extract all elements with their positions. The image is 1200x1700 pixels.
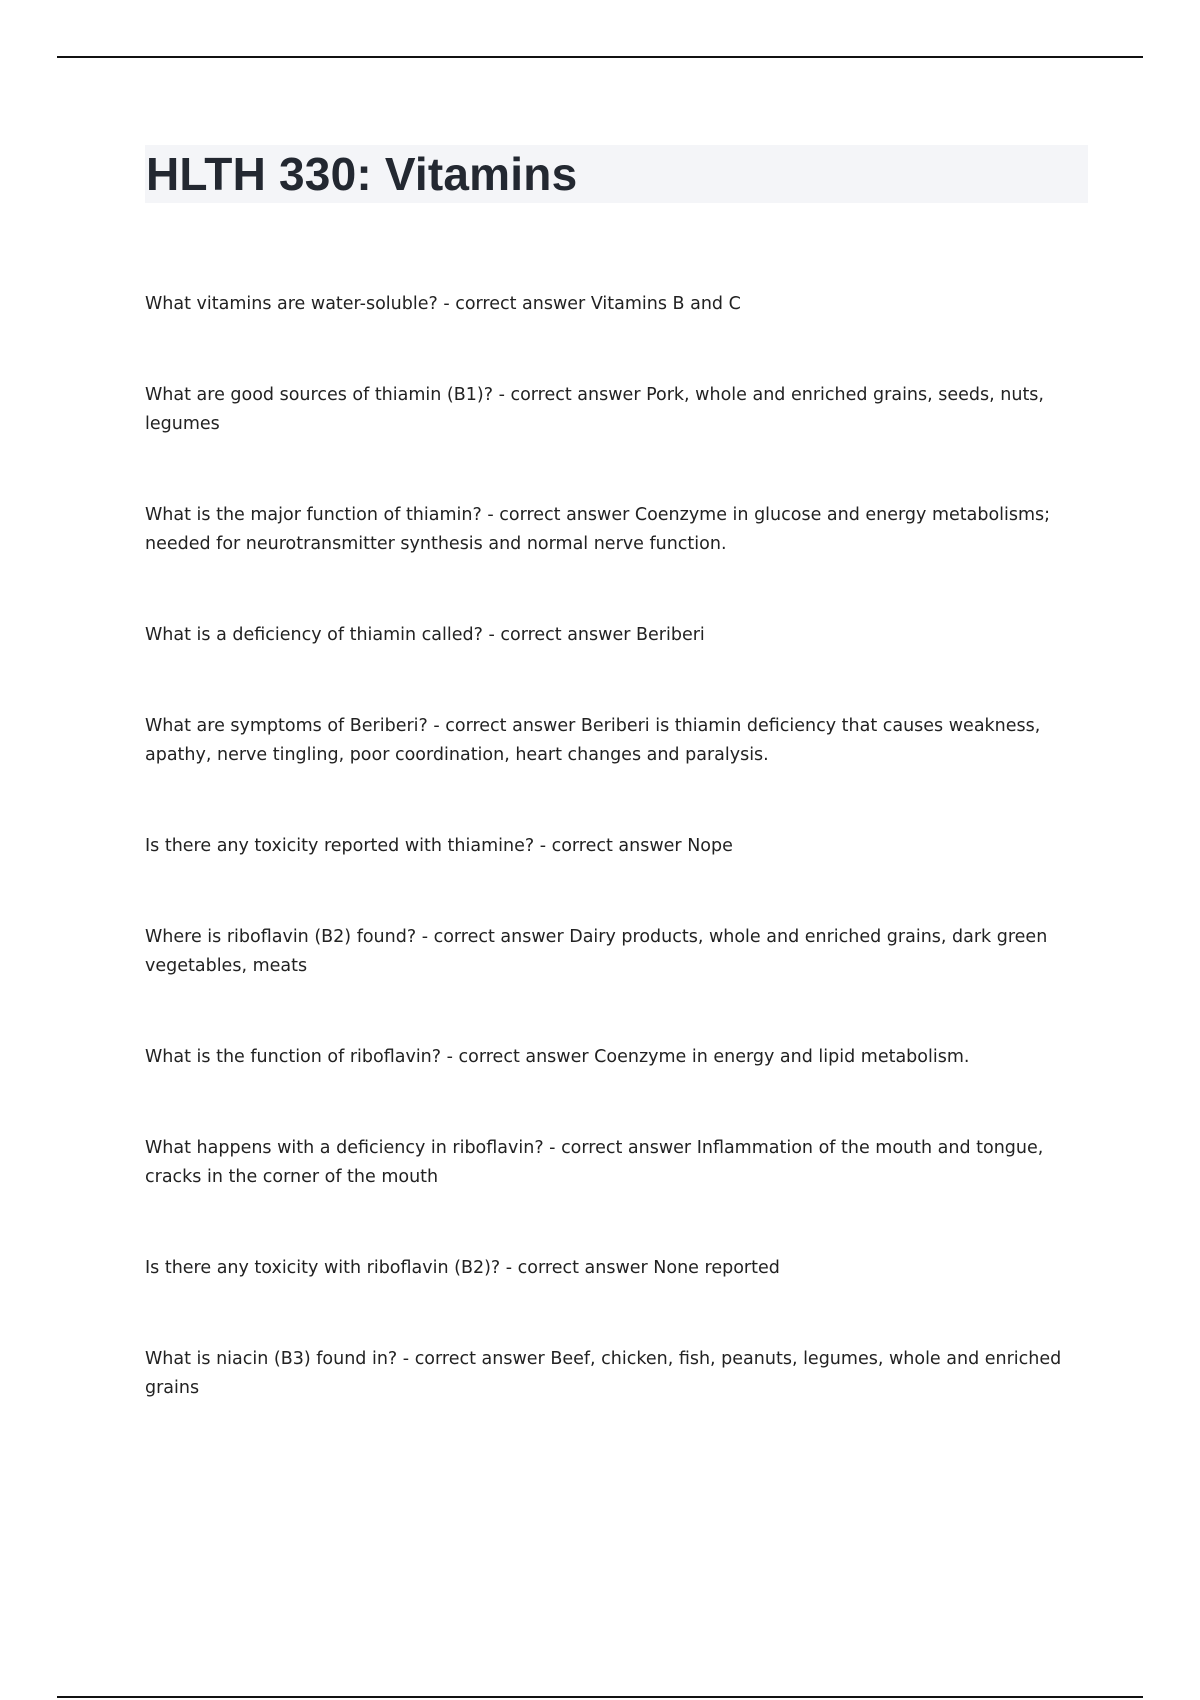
question-text: Where is riboflavin (B2) found?	[145, 927, 417, 947]
separator: -	[397, 1349, 415, 1369]
qa-item	[145, 832, 1085, 861]
answer-text: Beriberi	[636, 625, 705, 645]
separator: -	[441, 1047, 459, 1067]
qa-item	[145, 381, 1085, 439]
separator: -	[493, 385, 511, 405]
answer-label: correct answer	[510, 385, 641, 405]
question-text: What is niacin (B3) found in?	[145, 1349, 398, 1369]
answer-text: Nope	[687, 836, 733, 856]
question-text: What happens with a deficiency in riboflavin?	[145, 1138, 544, 1158]
separator: -	[500, 1258, 518, 1278]
qa-item	[145, 1134, 1085, 1192]
qa-item	[145, 1254, 1085, 1283]
qa-item	[145, 712, 1085, 770]
question-text: What are symptoms of Beriberi?	[145, 716, 428, 736]
separator: -	[534, 836, 552, 856]
answer-text: None reported	[653, 1258, 780, 1278]
separator: -	[543, 1138, 562, 1158]
question-text: What is a deficiency of thiamin called?	[145, 625, 483, 645]
question-text: What vitamins are water-soluble?	[145, 294, 438, 314]
separator: -	[481, 505, 500, 525]
question-text: What are good sources of thiamin (B1)?	[145, 385, 494, 405]
question-text: Is there any toxicity reported with thiamine?	[145, 836, 535, 856]
answer-text: Pork, whole and enriched grains, seeds, nuts, legumes	[145, 385, 1044, 434]
answer-label: correct answer	[414, 1349, 545, 1369]
answer-label: correct answer	[551, 836, 682, 856]
document-title: HLTH 330: Vitamins	[146, 148, 578, 200]
answer-label: correct answer	[500, 625, 631, 645]
answer-text: Beriberi is thiamin deficiency that causes weakness, apathy, nerve tingling, poor coordination, heart changes and paralysis.	[145, 716, 1041, 765]
qa-item	[145, 501, 1085, 559]
answer-text: Inflammation of the mouth and tongue, cracks in the corner of the mouth	[145, 1138, 1044, 1187]
qa-list	[145, 290, 1085, 1465]
answer-text: Coenzyme in energy and lipid metabolism.	[594, 1047, 970, 1067]
answer-label: correct answer	[433, 927, 564, 947]
qa-item	[145, 923, 1085, 981]
answer-text: Vitamins B and C	[590, 294, 741, 314]
question-text: What is the major function of thiamin?	[145, 505, 482, 525]
qa-item	[145, 1043, 1085, 1072]
top-rule	[57, 56, 1143, 58]
separator: -	[437, 294, 456, 314]
answer-label: correct answer	[499, 505, 630, 525]
answer-label: correct answer	[458, 1047, 589, 1067]
qa-item	[145, 621, 1085, 650]
answer-label: correct answer	[561, 1138, 692, 1158]
answer-label: correct answer	[455, 294, 586, 314]
separator: -	[482, 625, 501, 645]
separator: -	[416, 927, 434, 947]
qa-item	[145, 1345, 1085, 1403]
bottom-rule	[57, 1696, 1143, 1698]
answer-text: Dairy products, whole and enriched grains, dark green vegetables, meats	[145, 927, 1048, 976]
question-text: What is the function of riboflavin?	[145, 1047, 442, 1067]
answer-text: Coenzyme in glucose and energy metabolisms; needed for neurotransmitter synthesis and normal nerve function.	[145, 505, 1051, 554]
separator: -	[427, 716, 446, 736]
answer-label: correct answer	[445, 716, 576, 736]
answer-label: correct answer	[517, 1258, 648, 1278]
qa-item	[145, 290, 1085, 319]
question-text: Is there any toxicity with riboflavin (B2)?	[145, 1258, 501, 1278]
answer-text: Beef, chicken, fish, peanuts, legumes, whole and enriched grains	[145, 1349, 1062, 1398]
